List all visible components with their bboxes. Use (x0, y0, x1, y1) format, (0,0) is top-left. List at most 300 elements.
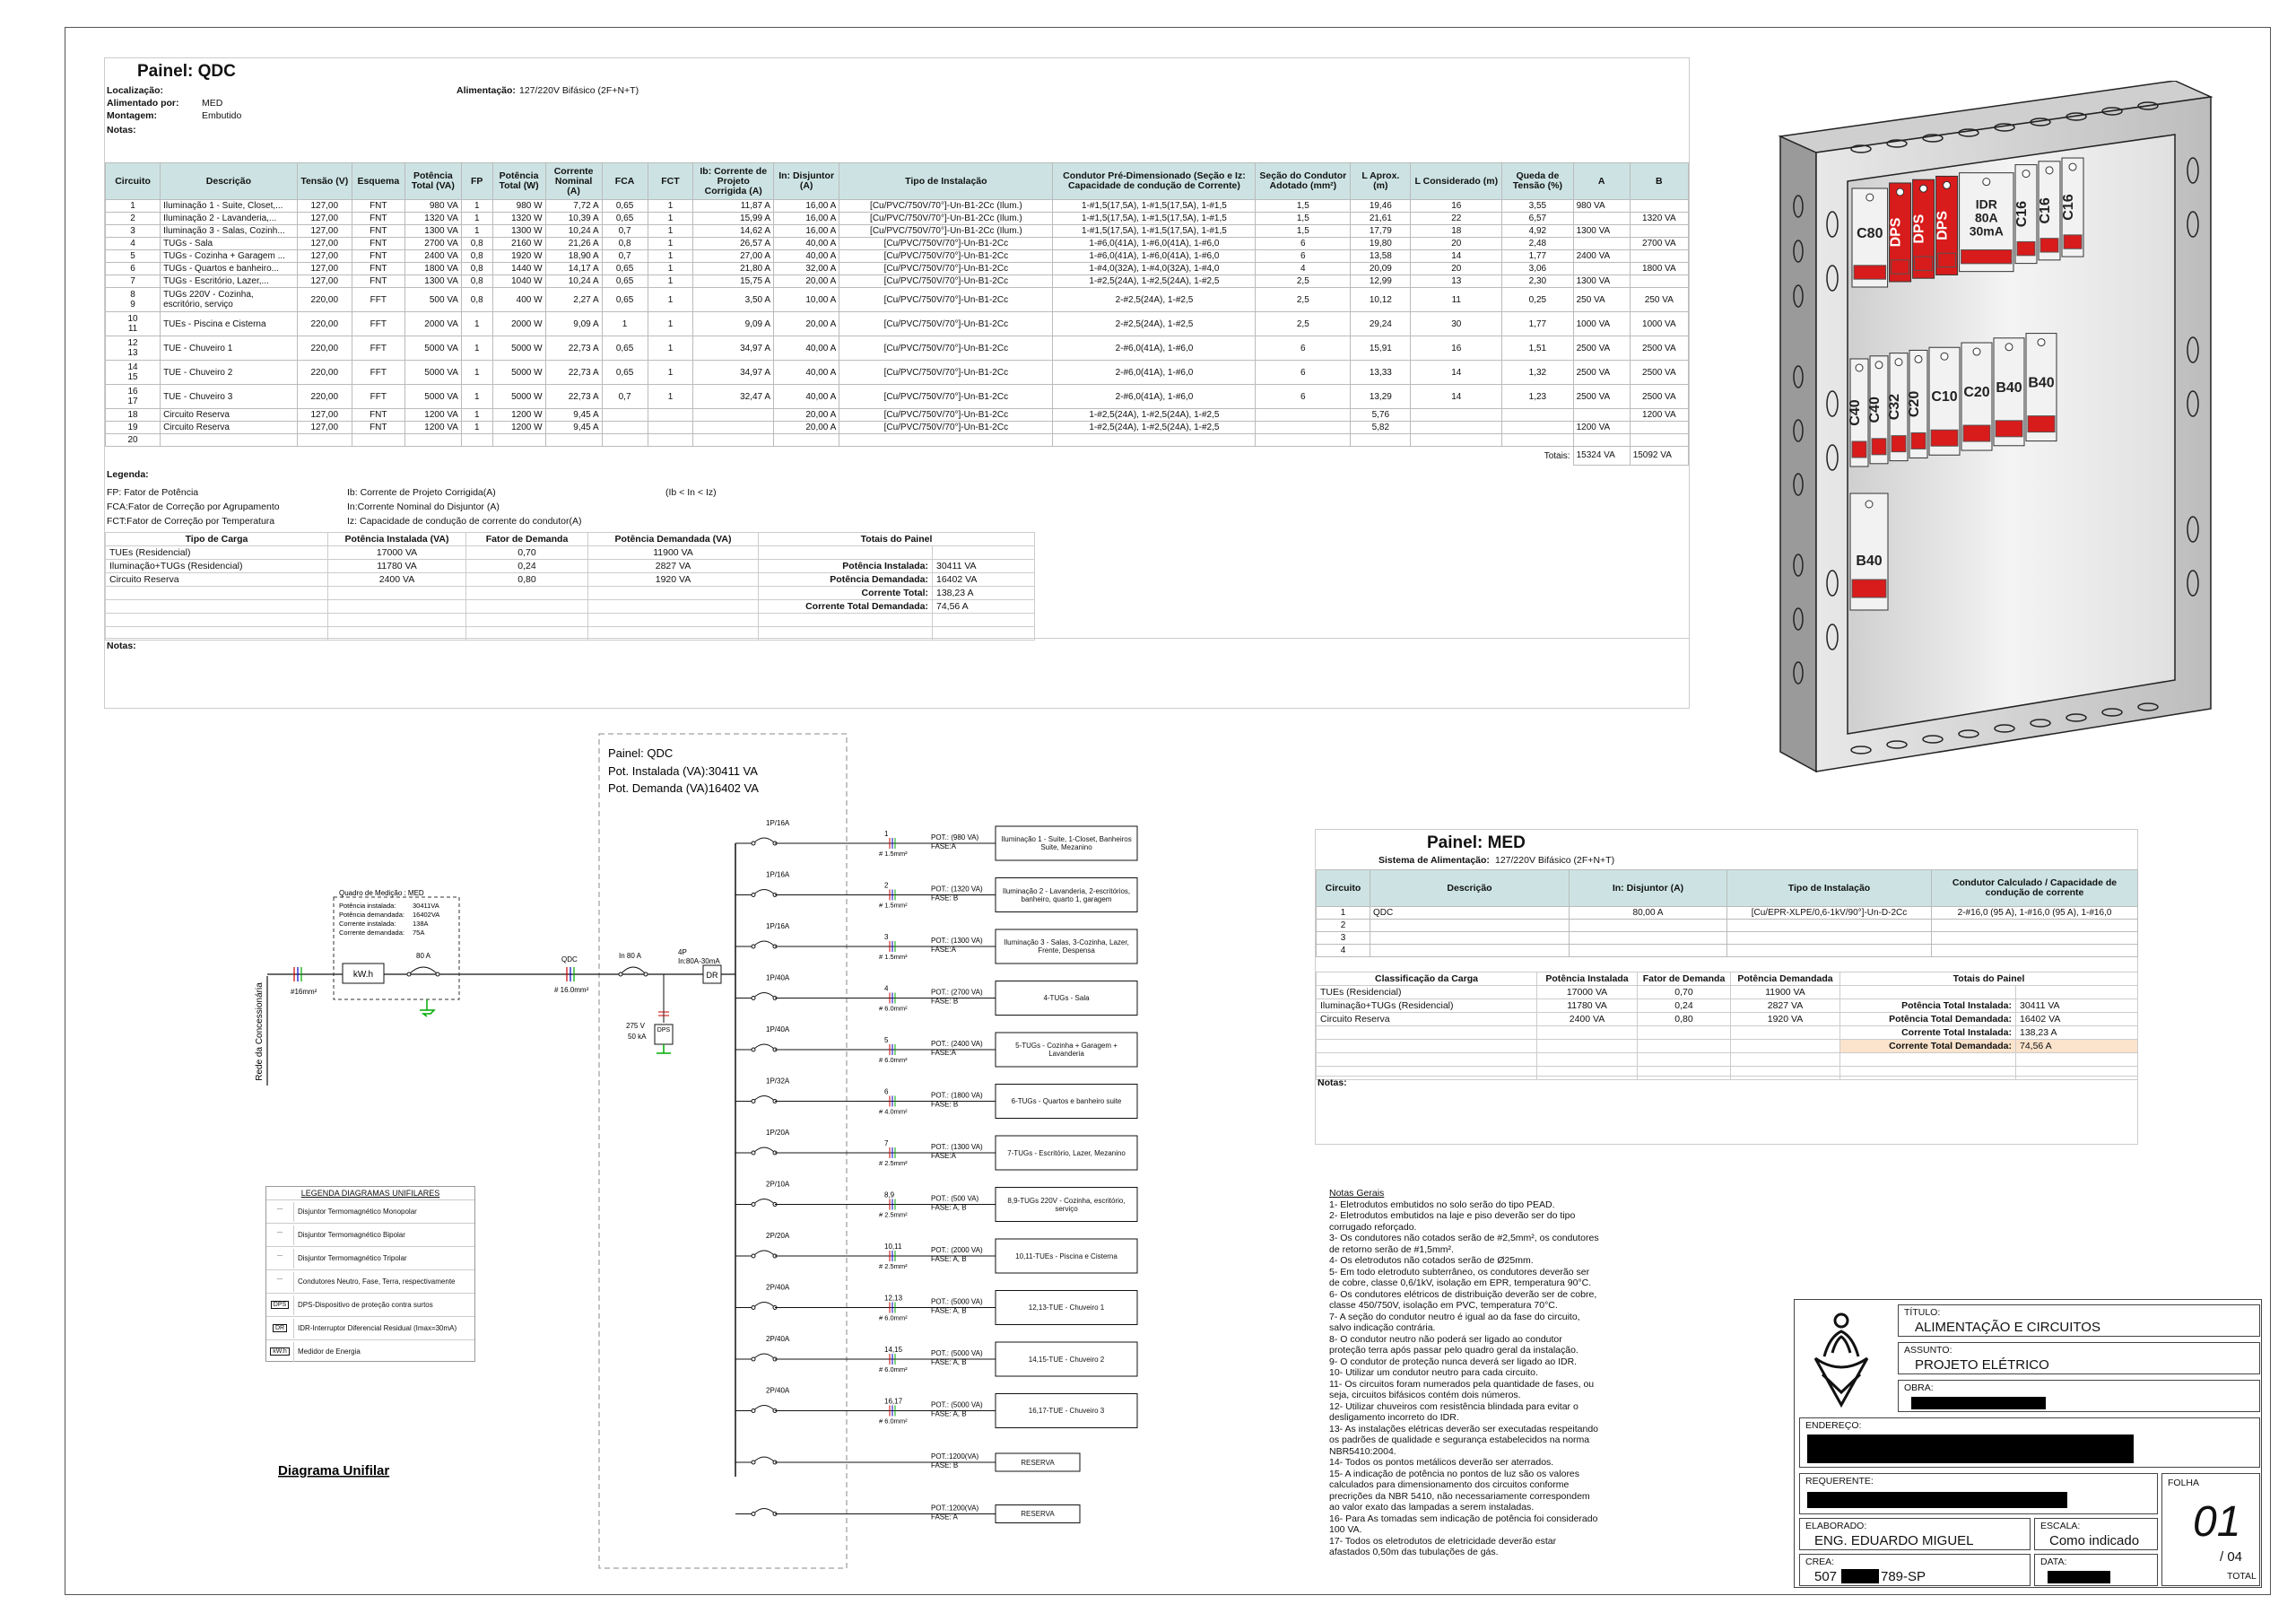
load-cell: 11900 VA (1731, 986, 1840, 999)
qdc-table-row (106, 434, 1689, 447)
legend-row (266, 1269, 474, 1293)
qdc-cell: 13,33 (1351, 361, 1411, 385)
qdc-cell: TUGs - Cozinha + Garagem ... (161, 250, 298, 263)
load-cell (588, 587, 759, 600)
qdc-cell: FFT (352, 385, 404, 409)
qdc-cell: 2500 VA (1630, 361, 1688, 385)
crea-box (1799, 1554, 2031, 1586)
load-cell (1840, 1067, 2016, 1080)
load-cell (1731, 1053, 1840, 1067)
qdc-cell: FFT (352, 361, 404, 385)
qdc-cell: 20 (1411, 238, 1502, 250)
qdc-cell: 9,09 A (545, 312, 602, 336)
breaker-rating: 1P/16A (766, 870, 790, 879)
legend-ib-range: (Ib < In < Iz) (665, 487, 717, 498)
qdc-cell: FNT (352, 409, 404, 422)
qdc-cell: 2700 VA (404, 238, 461, 250)
load-cell (466, 587, 588, 600)
load-cell (1731, 1026, 1840, 1040)
qdc-cell (1630, 275, 1688, 288)
load-header: Fator de Demanda (1638, 972, 1731, 986)
qdc-cell: 1-#2,5(24A), 1-#2,5(24A), 1-#2,5 (1053, 409, 1256, 422)
circuit-description: 10,11-TUEs - Piscina e Cisterna (1015, 1251, 1118, 1260)
qdc-cell (1411, 434, 1502, 447)
medicao-line: Potência demandada: (339, 911, 404, 919)
qdc-cell: 1-#1,5(17,5A), 1-#1,5(17,5A), 1-#1,5 (1053, 225, 1256, 238)
legend-text: Disjuntor Termomagnético Tripolar (298, 1254, 407, 1262)
qdc-cell: TUE - Chuveiro 2 (161, 361, 298, 385)
circuit-description: RESERVA (1021, 1510, 1055, 1518)
load-cell: Potência Total Demandada: (1840, 1013, 2016, 1026)
qdc-cell: 16,00 A (773, 225, 839, 238)
qdc-cell: Circuito Reserva (161, 422, 298, 434)
load-header: Potência Demandada (1731, 972, 1840, 986)
qdc-cell: 1300 W (492, 225, 545, 238)
load-cell: 2400 VA (1537, 1013, 1638, 1026)
circuit-description: 8,9-TUGs 220V - Cozinha, escritório, serviço (1007, 1196, 1126, 1213)
qdc-table-row (106, 409, 1689, 422)
load-header: Totais do Painel (759, 533, 1035, 546)
circuit-branch (735, 974, 1137, 1016)
qdc-cell (1502, 434, 1573, 447)
diagram-title: Diagrama Unifilar (278, 1463, 390, 1478)
breaker-label: B40 (1996, 379, 2022, 396)
medicao-line: 75A (413, 929, 425, 937)
qdc-cell (602, 409, 648, 422)
load-cell (2016, 1053, 2138, 1067)
load-cell: 2827 VA (1731, 999, 1840, 1013)
breaker-module (2014, 165, 2037, 264)
unifilar-legend (265, 1186, 475, 1362)
localizacao-label: Localização: (107, 85, 164, 96)
legend-iz: Iz: Capacidade de condução de corrente do condutor(A) (347, 516, 582, 527)
qdc-cell: FNT (352, 238, 404, 250)
circuit-number: 14,15 (884, 1346, 903, 1354)
qdc-cell: 5,76 (1351, 409, 1411, 422)
qdc-cell: [Cu/PVC/750V/70°]-Un-B1-2Cc (839, 409, 1053, 422)
cable-size: # 6.0mm² (879, 1417, 908, 1426)
qdc-cell: 3 (106, 225, 161, 238)
qdc-cell (693, 422, 774, 434)
qdc-cell: 250 VA (1630, 288, 1688, 312)
breaker-label: C16 (2061, 194, 2076, 221)
qdc-cell: 1200 VA (1573, 422, 1630, 434)
qdc-cell (1573, 409, 1630, 422)
total-phase-b: 15092 VA (1630, 447, 1688, 466)
load-cell: Potência Total Instalada: (1840, 999, 2016, 1013)
note-line: precrições da NBR 5410, não necessariamente correspondem (1329, 1490, 1590, 1502)
qdc-cell: 400 W (492, 288, 545, 312)
load-cell (1638, 1067, 1731, 1080)
note-line: 2- Eletrodutos embutidos na laje e piso deverão ser do tipo (1329, 1210, 1576, 1221)
legend-symbol-icon: ⌒ (266, 1202, 294, 1222)
circuit-phase: FASE: B (931, 894, 959, 903)
total-sheets: / 04 (2220, 1549, 2243, 1565)
qdc-cell (1573, 213, 1630, 225)
load-cell: Corrente Total Demandada: (759, 600, 933, 614)
circuit-branch (735, 1504, 1080, 1523)
load-cell (106, 587, 328, 600)
circuit-description: Iluminação 1 - Suite, 1-Closet, Banheiros Suite, Mezanino (1001, 835, 1132, 851)
load-cell (1537, 1026, 1638, 1040)
qdc-cell: 15,99 A (693, 213, 774, 225)
qdc-cell: 6 (106, 263, 161, 275)
breaker-module (1852, 188, 1888, 287)
load-cell (1317, 1026, 1537, 1040)
qdc-cell: Iluminação 3 - Salas, Cozinh... (161, 225, 298, 238)
qdc-panel (104, 57, 1690, 709)
qdc-notes-box (105, 638, 1689, 709)
circuit-branch (735, 819, 1137, 860)
load-cell (1638, 1040, 1731, 1053)
load-cell: 1920 VA (588, 573, 759, 587)
breaker-rating: 1P/40A (766, 973, 790, 982)
breaker-label: DPS (1911, 214, 1927, 244)
qdc-cell (1351, 434, 1411, 447)
breaker-rating: 2P/40A (766, 1386, 790, 1395)
circuit-number: 2 (884, 881, 889, 890)
circuit-number: 5 (884, 1036, 889, 1044)
load-cell: 17000 VA (328, 546, 466, 560)
med-cell: 80,00 A (1570, 907, 1727, 920)
load-cell: 11900 VA (588, 546, 759, 560)
breaker-rating: 1P/32A (766, 1077, 790, 1086)
cable-size: # 6.0mm² (879, 1056, 908, 1064)
circuit-description: 4-TUGs - Sala (1043, 994, 1090, 1002)
qdc-cell (648, 409, 693, 422)
qdc-cell: 0,65 (602, 336, 648, 361)
panel-3d-illustration (1771, 81, 2229, 780)
qdc-cell: 5000 VA (404, 336, 461, 361)
qdc-cell: 21,80 A (693, 263, 774, 275)
total-phase-a: 15324 VA (1573, 447, 1630, 466)
qdc-cell: 1 (648, 288, 693, 312)
folha-label: FOLHA (2168, 1478, 2200, 1488)
assunto-value: PROJETO ELÉTRICO (1915, 1357, 2049, 1373)
load-cell: 1920 VA (1731, 1013, 1840, 1026)
qdc-cell: 19,80 (1351, 238, 1411, 250)
qdc-cell: 2-#2,5(24A), 1-#2,5 (1053, 288, 1256, 312)
med-cell (1727, 932, 1932, 945)
qdc-cell: 1 (461, 385, 492, 409)
elaborado-label: ELABORADO: (1805, 1521, 1867, 1531)
load-row (106, 560, 1035, 573)
note-line: NBR5410:2004. (1329, 1445, 1396, 1457)
circuit-branch (735, 1284, 1137, 1325)
qdc-cell: FFT (352, 336, 404, 361)
qdc-cell: [Cu/PVC/750V/70°]-Un-B1-2Cc (Ilum.) (839, 225, 1053, 238)
titulo-value: ALIMENTAÇÃO E CIRCUITOS (1915, 1320, 2100, 1335)
breaker-label: IDR (1975, 196, 1997, 212)
qdc-cell: 0,7 (602, 385, 648, 409)
circuit-description: 12,13-TUE - Chuveiro 1 (1028, 1304, 1105, 1312)
breaker-module (2026, 334, 2057, 441)
load-cell (933, 546, 1035, 560)
qdc-cell: 0,65 (602, 288, 648, 312)
load-cell (759, 614, 933, 627)
qdc-cell (1256, 434, 1351, 447)
circuit-power: POT.: (980 VA) (931, 833, 979, 842)
breaker-module (1994, 338, 2024, 446)
qdc-cell: 0,65 (602, 361, 648, 385)
legend-text: Disjuntor Termomagnético Bipolar (298, 1231, 405, 1239)
note-line: 12- Utilizar chuveiros com resistência blindada para evitar o (1329, 1400, 1578, 1412)
load-cell: Potência Instalada: (759, 560, 933, 573)
cable-size: # 1.5mm² (879, 953, 908, 961)
qdc-cell: 0,8 (461, 275, 492, 288)
qdc-cell: 0,8 (461, 238, 492, 250)
load-row (1317, 1026, 2138, 1040)
legend-title: LEGENDA DIAGRAMAS UNIFILARES (300, 1189, 440, 1198)
qdc-cell: 0,8 (461, 263, 492, 275)
qdc-cell (693, 434, 774, 447)
medicao-line: 30411VA (413, 902, 439, 910)
load-header: Totais do Painel (1840, 972, 2138, 986)
med-circuits-table (1316, 869, 2138, 957)
qdc-cell: 1 (648, 263, 693, 275)
qdc-cell: 1000 VA (1573, 312, 1630, 336)
data-redacted (2048, 1571, 2110, 1583)
circuit-number: 16,17 (884, 1397, 903, 1406)
load-cell: Corrente Total Instalada: (1840, 1026, 2016, 1040)
qdc-cell: 1-#1,5(17,5A), 1-#1,5(17,5A), 1-#1,5 (1053, 213, 1256, 225)
qdc-cell: 3,06 (1502, 263, 1573, 275)
load-cell: 0,80 (466, 573, 588, 587)
qdc-cell: 1320 VA (404, 213, 461, 225)
breaker-module (1961, 343, 1992, 450)
load-header: Tipo de Carga (106, 533, 328, 546)
qdc-cell: 127,00 (297, 238, 352, 250)
qdc-cell (1411, 409, 1502, 422)
load-header: Fator de Demanda (466, 533, 588, 546)
qdc-cell: 1-#1,5(17,5A), 1-#1,5(17,5A), 1-#1,5 (1053, 200, 1256, 213)
circuit-branch (735, 1452, 1080, 1471)
med-cell (1370, 920, 1570, 932)
qdc-cell: 2000 VA (404, 312, 461, 336)
qdc-cell: 1800 VA (1630, 263, 1688, 275)
breaker-label: 80A (1974, 210, 1998, 225)
circuit-power: POT.: (500 VA) (931, 1194, 979, 1203)
qdc-cell: 1 (461, 225, 492, 238)
load-row (106, 600, 1035, 614)
cable-size: # 2.5mm² (879, 1210, 908, 1219)
qdc-cell: 16,00 A (773, 213, 839, 225)
qdc-cell: 1300 VA (404, 275, 461, 288)
breaker-module (1867, 356, 1888, 464)
dps-voltage-label: 275 V (626, 1022, 645, 1030)
dr-label: DR (706, 971, 718, 980)
circuit-branch (735, 1077, 1137, 1119)
qdc-cell: 1 (648, 361, 693, 385)
load-cell: 0,24 (466, 560, 588, 573)
qdc-cell: 34,97 A (693, 361, 774, 385)
qdc-cell: 127,00 (297, 213, 352, 225)
qdc-header-cell: Potência Total (W) (492, 163, 545, 200)
load-cell: 138,23 A (933, 587, 1035, 600)
circuit-phase: FASE: A, B (931, 1203, 967, 1212)
folha-value: 01 (2193, 1498, 2241, 1546)
qdc-table-row (106, 361, 1689, 385)
qdc-table-row (106, 225, 1689, 238)
qdc-header-cell: Tensão (V) (297, 163, 352, 200)
qdc-cell (1411, 422, 1502, 434)
circuit-branch (735, 1335, 1137, 1376)
alimentacao-value: 127/220V Bifásico (2F+N+T) (519, 85, 639, 96)
legend-row (266, 1199, 474, 1223)
qdc-cell: 18 (1411, 225, 1502, 238)
qdc-cell: 22,73 A (545, 336, 602, 361)
qdc-cell: 220,00 (297, 312, 352, 336)
qdc-cell: 0,7 (602, 225, 648, 238)
escala-label: ESCALA: (2040, 1521, 2081, 1531)
qdc-cell: 1,5 (1256, 200, 1351, 213)
med-cell (1370, 932, 1570, 945)
qdc-cell: 34,97 A (693, 336, 774, 361)
circuit-phase: FASE: A (931, 1513, 958, 1522)
qdc-cell (461, 434, 492, 447)
qdc-cell: 10,39 A (545, 213, 602, 225)
qdc-cell: 30 (1411, 312, 1502, 336)
qdc-cell: 2400 VA (1573, 250, 1630, 263)
crea-value-a: 507 (1814, 1569, 1838, 1584)
breaker-label: C32 (1887, 393, 1902, 421)
med-notas-label: Notas: (1318, 1077, 1347, 1088)
qdc-header-cell: Seção do Condutor Adotado (mm²) (1256, 163, 1351, 200)
load-cell (588, 600, 759, 614)
circuit-power: POT.: (5000 VA) (931, 1297, 983, 1306)
qdc-cell: 0,7 (602, 250, 648, 263)
med-cell (1570, 920, 1727, 932)
qdc-cell: 2500 VA (1630, 385, 1688, 409)
note-line: de cobre, classe 0,6/1kV, isolação em EPR, temperatura 90°C. (1329, 1278, 1592, 1288)
qdc-cell: 1-#2,5(24A), 1-#2,5(24A), 1-#2,5 (1053, 275, 1256, 288)
requerente-box (1799, 1473, 2158, 1514)
legend-row (266, 1223, 474, 1246)
qdc-cell: 127,00 (297, 250, 352, 263)
med-header-cell: Tipo de Instalação (1727, 870, 1932, 907)
qdc-cell: 1,5 (1256, 213, 1351, 225)
load-cell: 74,56 A (933, 600, 1035, 614)
load-cell (328, 587, 466, 600)
notas-label: Notas: (107, 125, 136, 135)
breaker-label: C80 (1857, 226, 1883, 241)
load-cell: 17000 VA (1537, 986, 1638, 999)
qdc-cell: 1-#6,0(41A), 1-#6,0(41A), 1-#6,0 (1053, 238, 1256, 250)
qdc-header-cell: Potência Total (VA) (404, 163, 461, 200)
circuit-branch (735, 1129, 1137, 1170)
load-cell (1840, 1053, 2016, 1067)
load-cell (2016, 986, 2138, 999)
qdc-cell: 1320 VA (1630, 213, 1688, 225)
med-header-cell: Condutor Calculado / Capacidade de condução de corrente (1932, 870, 2138, 907)
note-line: de retorno serão de #1,5mm². (1329, 1243, 1454, 1255)
legend-ib: Ib: Corrente de Projeto Corrigida(A) (347, 487, 496, 498)
dps-ka-label: 50 kA (628, 1033, 647, 1041)
note-line: afastados 0,50m das tubulações de gás. (1329, 1547, 1499, 1557)
cable-size: # 6.0mm² (879, 1004, 908, 1013)
note-line: 17- Todos os eletrodutos de eletricidade deverão estar (1329, 1535, 1557, 1547)
breaker-label: 30mA (1969, 223, 2004, 239)
qdc-cell: 20 (106, 434, 161, 447)
breaker-label: C20 (1907, 390, 1922, 418)
obra-box (1898, 1380, 2260, 1412)
load-cell: 0,80 (1638, 1013, 1731, 1026)
qdc-cell: 6 (1256, 336, 1351, 361)
med-cell (1570, 932, 1727, 945)
qdc-cell: 18,90 A (545, 250, 602, 263)
qdc-cell: 1200 W (492, 409, 545, 422)
qdc-cell (1053, 434, 1256, 447)
qdc-cell: 2-#6,0(41A), 1-#6,0 (1053, 385, 1256, 409)
breaker-label: B40 (2028, 375, 2055, 391)
circuit-branch (735, 1025, 1137, 1067)
qdc-cell: 5 (106, 250, 161, 263)
load-cell (466, 600, 588, 614)
qdc-cell: [Cu/PVC/750V/70°]-Un-B1-2Cc (839, 312, 1053, 336)
qdc-cell (1256, 409, 1351, 422)
qdc-cell: FFT (352, 288, 404, 312)
qdc-cell: 5000 VA (404, 361, 461, 385)
load-cell: 16402 VA (933, 573, 1035, 587)
rede-concessionaria-label: Rede da Concessionária (255, 982, 265, 1081)
qdc-cell: 2000 W (492, 312, 545, 336)
cable-size: # 6.0mm² (879, 1313, 908, 1322)
qdc-cell: TUGs - Quartos e banheiro... (161, 263, 298, 275)
qdc-cell: FNT (352, 225, 404, 238)
circuit-number: 8,9 (884, 1190, 895, 1199)
notes-title: Notas Gerais (1329, 1188, 1385, 1199)
note-line: 15- A indicação de potência no pontos de luz são os valores (1329, 1468, 1580, 1479)
qdc-cell: 1 (461, 312, 492, 336)
load-header: Potência Instalada (1537, 972, 1638, 986)
load-cell (2016, 1067, 2138, 1080)
qdc-cell: FNT (352, 422, 404, 434)
load-cell (328, 614, 466, 627)
load-row (106, 614, 1035, 627)
qdc-cell: 9,45 A (545, 422, 602, 434)
qdc-cell: 1-#2,5(24A), 1-#2,5(24A), 1-#2,5 (1053, 422, 1256, 434)
qdc-cell: 3,55 (1502, 200, 1573, 213)
qdc-header-cell: FCA (602, 163, 648, 200)
montagem-label: Montagem: (107, 110, 157, 121)
qdc-cell (1573, 434, 1630, 447)
qdc-cell: 9,45 A (545, 409, 602, 422)
qdc-header-cell: L Considerado (m) (1411, 163, 1502, 200)
elaborado-box (1799, 1518, 2031, 1550)
qdc-cell: 13,29 (1351, 385, 1411, 409)
qdc-cell: 22 (1411, 213, 1502, 225)
qdc-cell: 16 (1411, 336, 1502, 361)
qdc-cell: 2,5 (1256, 288, 1351, 312)
unifilar-panel-line-2: Pot. Instalada (VA):30411 VA (608, 764, 758, 778)
circuit-power: POT.: (1800 VA) (931, 1091, 983, 1100)
qdc-cell: FNT (352, 263, 404, 275)
qdc-cell: 40,00 A (773, 385, 839, 409)
breaker-rating: 1P/40A (766, 1025, 790, 1033)
qdc-cell: 8 9 (106, 288, 161, 312)
breaker-label: C40 (1867, 397, 1883, 423)
circuit-description: 7-TUGs - Escritório, Lazer, Mezanino (1007, 1148, 1126, 1157)
qdc-cell: 9,09 A (693, 312, 774, 336)
load-cell (1537, 1040, 1638, 1053)
crea-redacted (1841, 1569, 1879, 1583)
qdc-cell (161, 434, 298, 447)
qdc-cell (693, 409, 774, 422)
qdc-cell (648, 422, 693, 434)
legend-glyph: DPS (271, 1301, 289, 1309)
qdc-cell: 1,5 (1256, 225, 1351, 238)
cable-size: # 4.0mm² (879, 1107, 908, 1116)
